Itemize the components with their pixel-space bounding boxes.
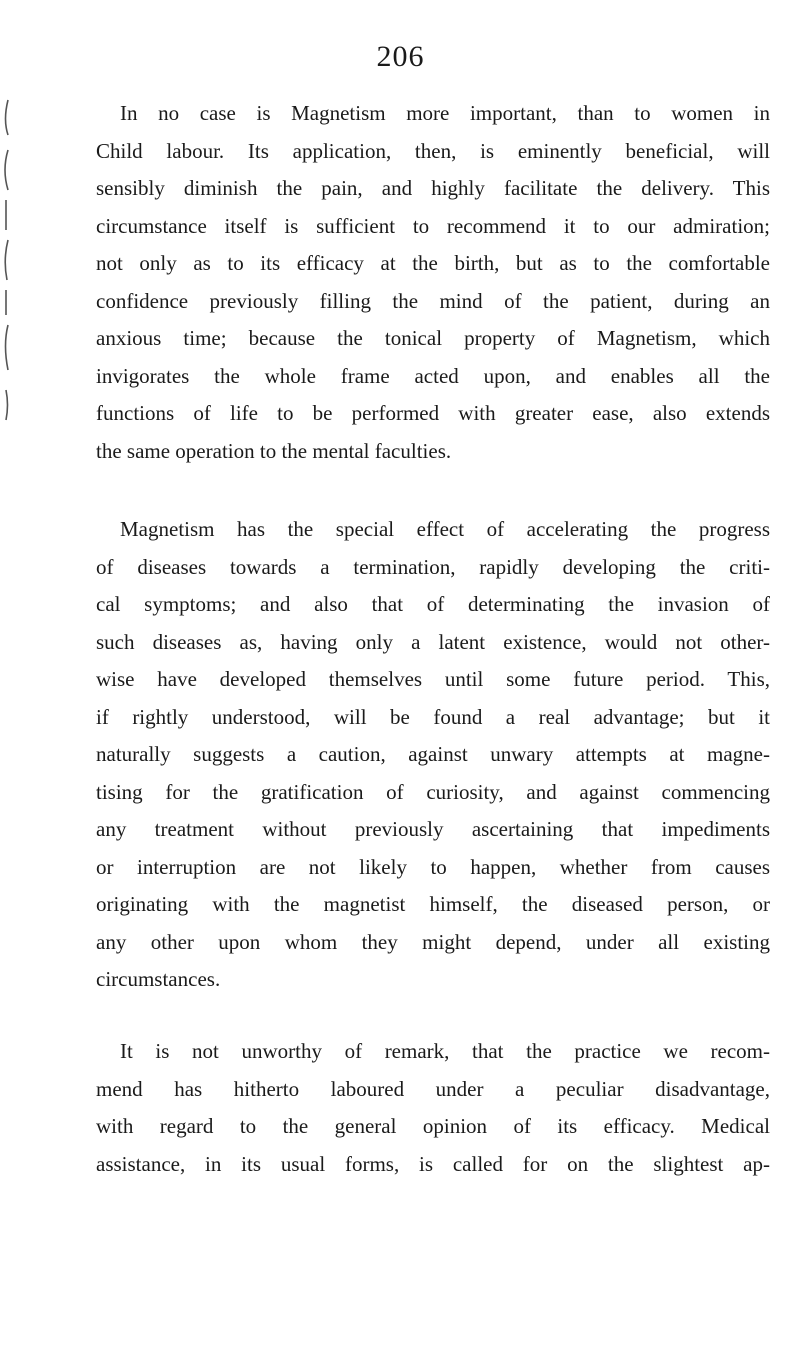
text-line: circumstance itself is sufficient to recommend it to our admiration;	[96, 213, 770, 238]
text-line: any treatment without previously ascertaining that impediments	[96, 817, 770, 841]
text-line: In no case is Magnetism more important, than to women in	[120, 101, 770, 125]
text-line: any other upon whom they might depend, under all existing	[96, 929, 770, 954]
text-line: originating with the magnetist himself, the diseased person, or	[96, 892, 770, 916]
text-line: confidence previously filling the mind of the patient, during an	[96, 288, 770, 313]
text-line: Magnetism has the special effect of accelerating the progress	[120, 517, 770, 541]
text-line: Child labour. Its application, then, is eminently beneficial, will	[96, 138, 770, 163]
text-line: tising for the gratification of curiosity, and against commencing	[96, 779, 770, 804]
text-line: mend has hitherto laboured under a peculiar disadvantage,	[96, 1076, 770, 1101]
text-line: of diseases towards a termination, rapidly developing the criti-	[96, 554, 770, 579]
paragraph-2	[96, 511, 770, 999]
paragraph-1	[96, 95, 770, 470]
text-line: It is not unworthy of remark, that the practice we recom-	[120, 1039, 770, 1063]
page-number: 206	[376, 40, 425, 73]
text-line: such diseases as, having only a latent existence, would not other-	[96, 629, 770, 654]
text-line: not only as to its efficacy at the birth, but as to the comfortable	[96, 251, 770, 275]
text-line: assistance, in its usual forms, is called for on the slightest ap-	[96, 1151, 770, 1176]
text-line: the same operation to the mental faculties.	[96, 438, 452, 463]
text-line: functions of life to be performed with greater ease, also extends	[96, 401, 770, 425]
text-line: anxious time; because the tonical property of Magnetism, which	[96, 326, 770, 350]
paragraph-3	[96, 1033, 770, 1183]
text-line: wise have developed themselves until some future period. This,	[96, 667, 770, 691]
text-line: if rightly understood, will be found a real advantage; but it	[96, 704, 770, 729]
text-line: or interruption are not likely to happen, whether from causes	[96, 854, 770, 879]
text-line: circumstances.	[96, 967, 221, 991]
margin-bracket-marks	[0, 80, 20, 440]
text-line: cal symptoms; and also that of determinating the invasion of	[96, 592, 770, 616]
text-line: sensibly diminish the pain, and highly facilitate the delivery. This	[96, 176, 770, 200]
text-line: with regard to the general opinion of its efficacy. Medical	[96, 1114, 770, 1138]
text-line: invigorates the whole frame acted upon, and enables all the	[96, 363, 770, 388]
text-line: naturally suggests a caution, against unwary attempts at magne-	[96, 742, 770, 766]
